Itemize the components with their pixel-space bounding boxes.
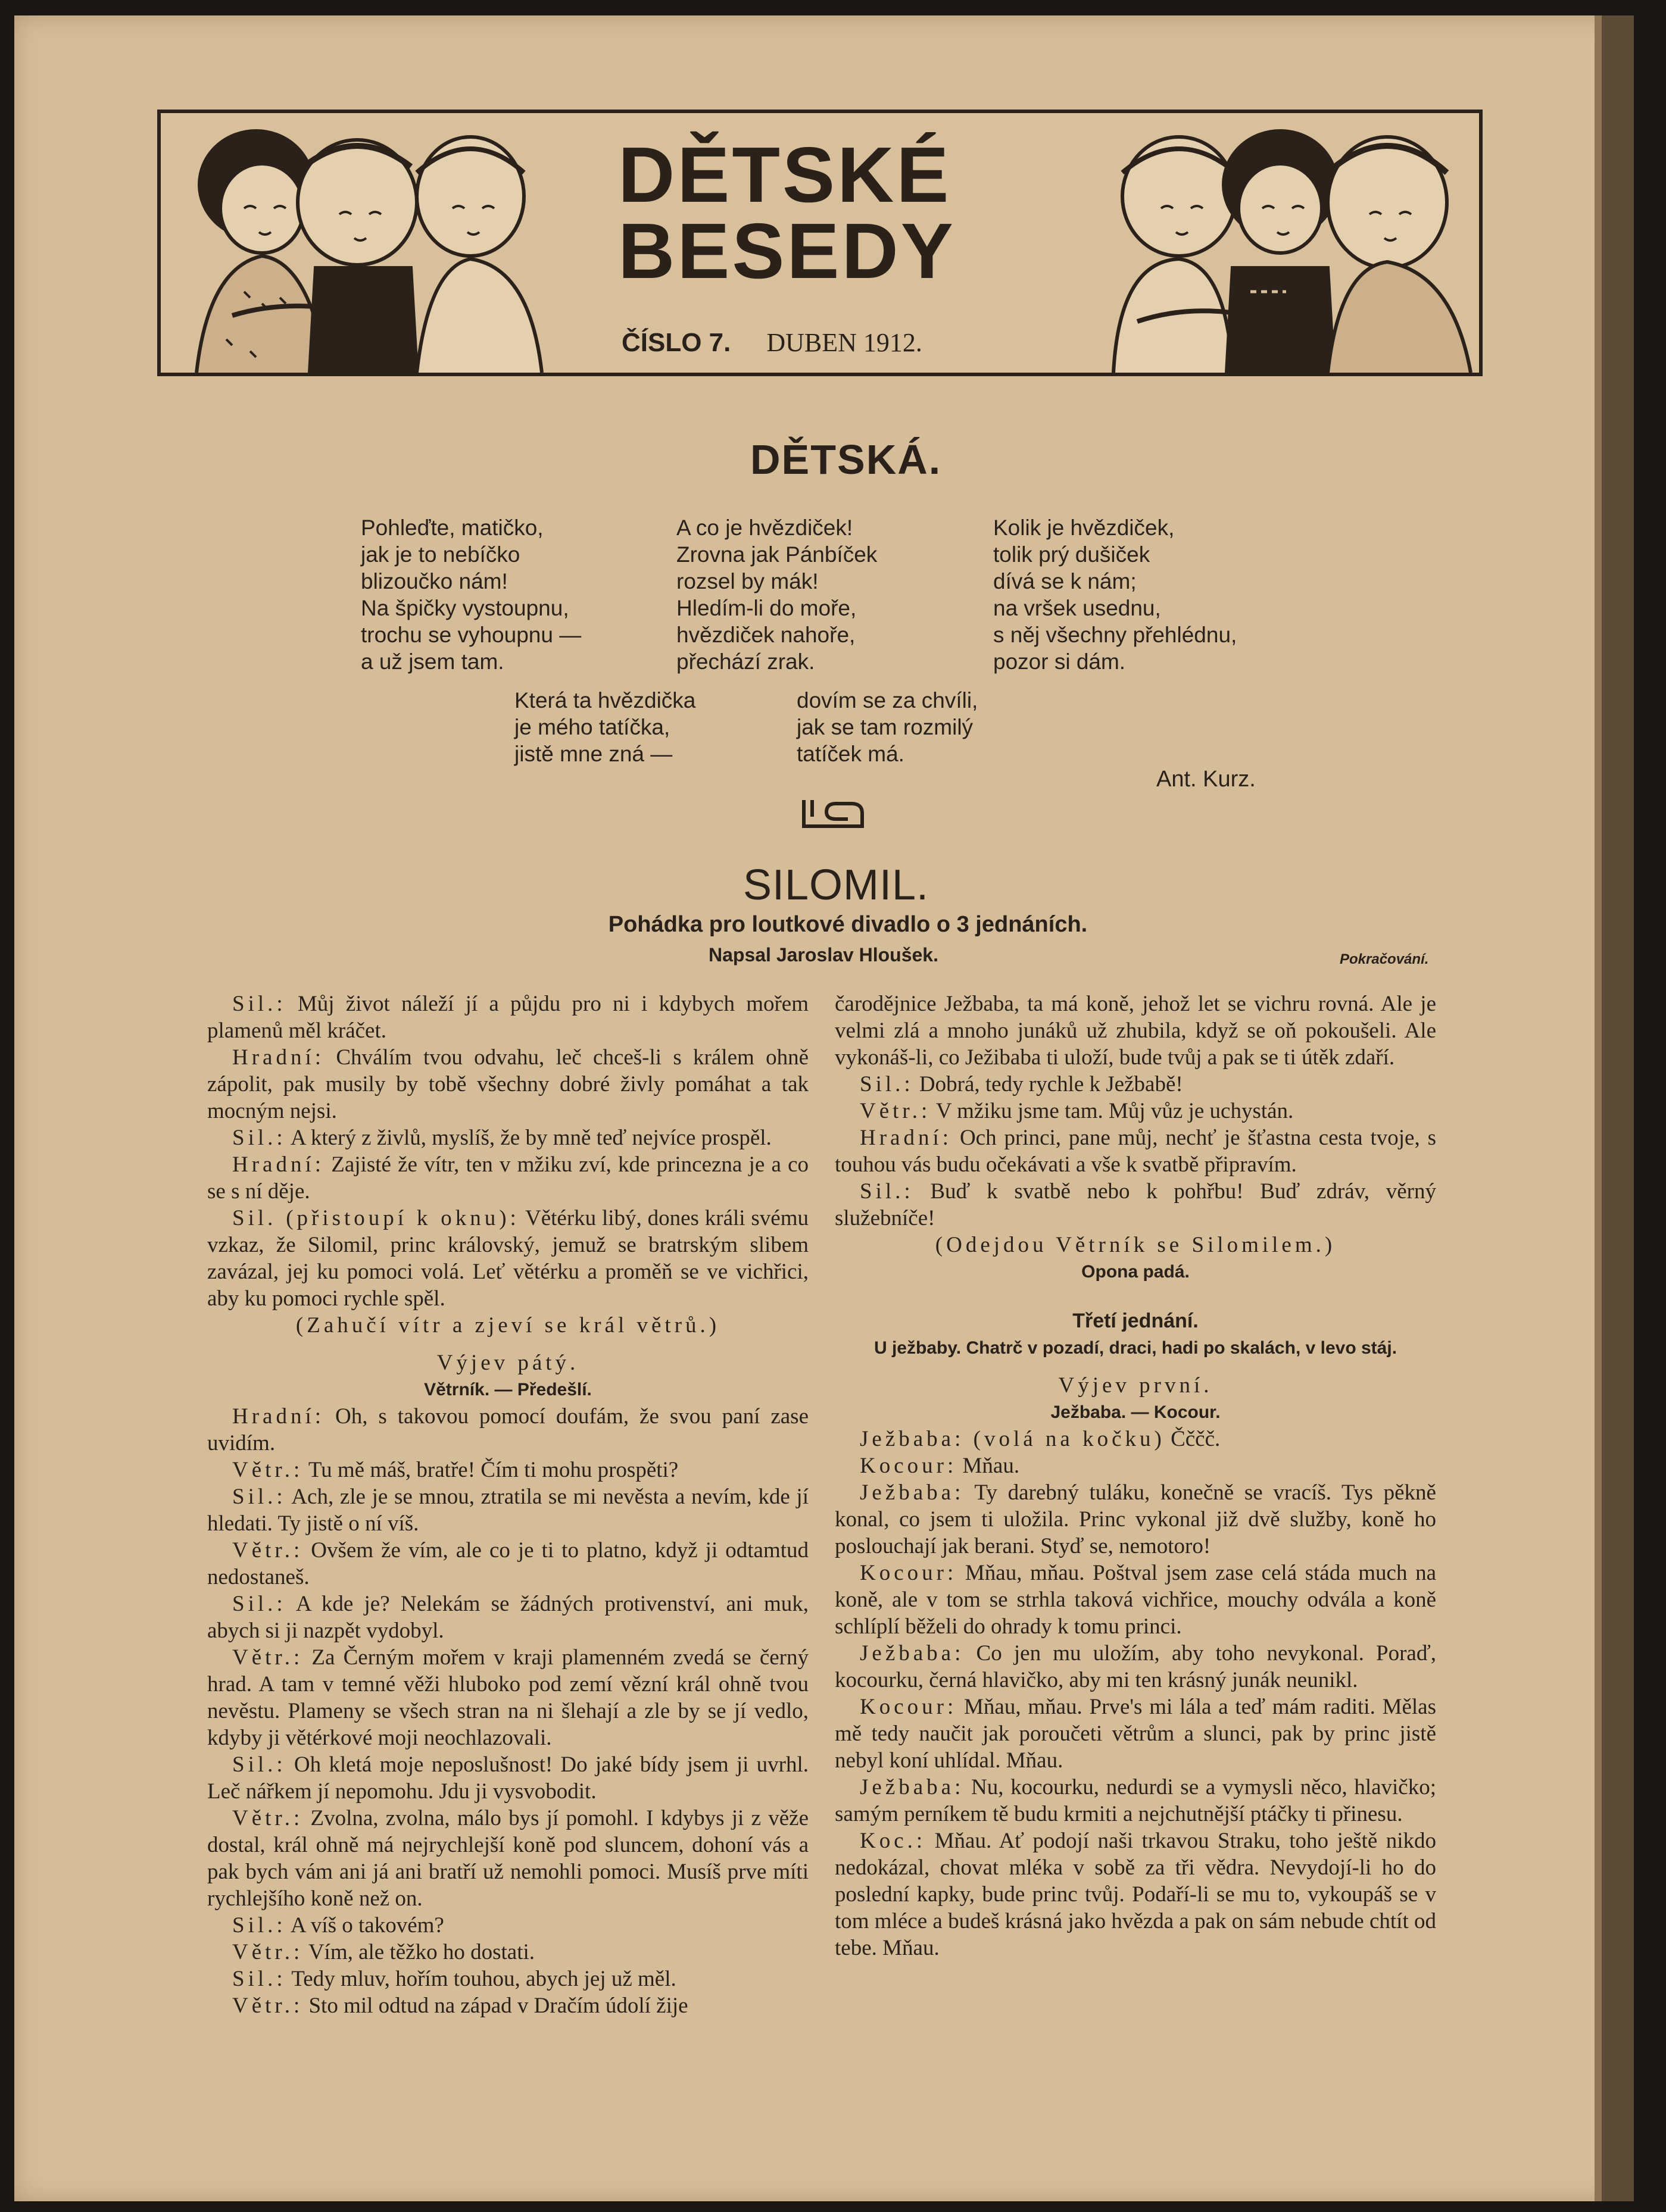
- page: [14, 15, 1634, 2201]
- dialogue-text: A který z živlů, myslíš, že by mně teď nejvíce prospěl.: [290, 1126, 772, 1150]
- dialogue-text: Mňau. Ať podojí naši trkavou Straku, toho ještě nikdo nedokázal, chovat mléka v sobě za tři vědra. Nevydojí-li ho do poslední kapky, bude princ tvůj. Podaří-li se mu to, vykoupáš se v tom mléce a budeš krásná jako hvězda a pak on sám nebude chtít od tebe. Mňau.: [835, 1829, 1436, 1960]
- dialogue-text: Nu, kocourku, nedurdi se a vymysli něco, hlavičko; samým perníkem tě budu krmiti a nejchutnější ptáčky ti přinesu.: [835, 1775, 1436, 1826]
- dialogue-line: [207, 1457, 809, 1483]
- dialogue-line: [835, 1426, 1436, 1452]
- dialogue-text: Tu mě máš, bratře! Čím ti mohu prospěti?: [308, 1458, 679, 1482]
- speaker-name: Ježbaba: (volá na kočku): [860, 1427, 1165, 1451]
- dialogue-line: [835, 1694, 1436, 1774]
- speaker-name: Ježbaba:: [860, 1480, 965, 1505]
- dialogue-line: [835, 1124, 1436, 1178]
- dialogue-text: Mňau, mňau. Prve's mi lála a teď mám raditi. Mělas mě tedy naučit jak poroučeti větrům a slunci, pak by princ jistě nebyl koní uhlídal. Mňau.: [835, 1695, 1437, 1773]
- speaker-name: Sil. (přistoupí k oknu):: [232, 1206, 520, 1230]
- text-column-left: [207, 991, 809, 2019]
- issue-date: DUBEN 1912.: [766, 328, 922, 357]
- speaker-name: Větr.:: [232, 1645, 304, 1670]
- poem-author: Ant. Kurz.: [1156, 767, 1256, 792]
- dialogue-line: [207, 1939, 809, 1966]
- dialogue-text: Ovšem že vím, ale co je ti to platno, když ji odtamtud nedostaneš.: [207, 1538, 809, 1589]
- speaker-name: Hradní:: [232, 1404, 325, 1429]
- dialogue-text: Oh kletá moje neposlušnost! Do jaké bídy jsem ji uvrhl. Leč nářkem jí nepomohu. Jdu ji vysvobodit.: [207, 1752, 809, 1804]
- speaker-name: Větr.:: [232, 1538, 304, 1563]
- ornament-icon: [800, 795, 866, 831]
- play-subtitle: Pohádka pro loutkové divadlo o 3 jednáních.: [608, 912, 1088, 937]
- speaker-name: Ježbaba:: [860, 1775, 965, 1799]
- dialogue-text: Buď k svatbě nebo k pohřbu! Buď zdráv, věrný služebníče!: [835, 1179, 1437, 1230]
- dialogue-line: [835, 1640, 1436, 1694]
- scene-cast: Větrník. — Předešlí.: [424, 1380, 592, 1399]
- stage-note: Opona padá.: [1081, 1262, 1190, 1282]
- speaker-name: Hradní:: [232, 1045, 325, 1070]
- speaker-name: Hradní:: [860, 1126, 953, 1150]
- dialogue-line: [835, 1452, 1436, 1479]
- dialogue-text: Co jen mu uložím, aby toho nevykonal. Poraď, kocourku, černá hlavičko, aby mi ten krásný junák neunikl.: [835, 1641, 1436, 1692]
- dialogue-line: [835, 1178, 1436, 1232]
- speaker-name: Sil.:: [232, 1967, 286, 1991]
- speaker-name: Kocour:: [860, 1695, 957, 1719]
- dialogue-text: Ty darebný tuláku, konečně se vracíš. Tys pěkně konal, co jsem ti uložila. Princ vykonal již dvě služby, koně ho poslouchají jak berani. Styď se, nemotoro!: [835, 1480, 1436, 1558]
- dialogue-text: Ach, zle je se mnou, ztratila se mi nevěsta a nevím, kde jí hledati. Ty jistě o ní víš.: [207, 1485, 809, 1536]
- speaker-name: Větr.:: [232, 1994, 304, 2018]
- speaker-name: Sil.:: [860, 1072, 914, 1096]
- masthead: [157, 110, 1483, 376]
- poem-stanza-1: Pohleďte, matičko, jak je to nebíčko blizoučko nám! Na špičky vystoupnu, trochu se vyhoupnu — a už jsem tam.: [361, 515, 582, 674]
- poem-stanza-2: A co je hvězdiček! Zrovna jak Pánbíček rozsel by mák! Hledím-li do moře, hvězdiček nahoře, přechází zrak.: [676, 515, 878, 674]
- masthead-title-line2: BESEDY: [618, 207, 956, 295]
- speaker-name: Ježbaba:: [860, 1641, 965, 1666]
- speaker-name: Sil.:: [232, 1752, 286, 1777]
- scene-heading: Výjev první.: [1058, 1373, 1213, 1398]
- speaker-name: Větr.:: [232, 1806, 304, 1830]
- dialogue-text: A víš o takovém?: [290, 1913, 444, 1938]
- poem-stanza-5: dovím se za chvíli, jak se tam rozmilý tatíček má.: [797, 688, 978, 766]
- poem-stanza-3: Kolik je hvězdiček, tolik prý dušiček dívá se k nám; na vršek usednu, s něj všechny přehlédnu, pozor si dám.: [993, 515, 1237, 674]
- dialogue-line: [207, 1151, 809, 1205]
- dialogue-line: [835, 1479, 1436, 1560]
- act-setting: U ježbaby. Chatrč v pozadí, draci, hadi po skalách, v levo stáj.: [873, 1338, 1397, 1358]
- speaker-name: Sil.:: [232, 1913, 286, 1938]
- dialogue-text: Za Černým mořem v kraji plamenném zvedá se černý hrad. A tam v temné věži hluboko pod zemí vězní král ohně tvou nevěstu. Plameny se všech stran na ni šlehají a zle by se jí vedlo, kdyby ji větérkové moji neochlazovali.: [207, 1645, 809, 1750]
- dialogue-text: Zvolna, zvolna, málo bys jí pomohl. I kdybys ji z věže dostal, král ohně má nejrychlejší koně pod sluncem, dohoní vás a pak bych vám ani já ani bratří už nemohli pomoci. Musíš prve míti rychlejšího koně než on.: [207, 1806, 809, 1911]
- dialogue-line: [835, 1071, 1436, 1098]
- speaker-name: Sil.:: [232, 1592, 286, 1616]
- masthead-issue-line: [622, 327, 922, 358]
- dialogue-line: [207, 1912, 809, 1939]
- dialogue-text: Sto mil odtud na západ v Dračím údolí žije: [308, 1994, 688, 2018]
- poem-title: DĚTSKÁ.: [750, 436, 942, 483]
- dialogue-line: [207, 1124, 809, 1151]
- speaker-name: Větr.:: [232, 1940, 304, 1964]
- dialogue-line: [207, 1805, 809, 1912]
- issue-number: ČÍSLO 7.: [622, 328, 731, 357]
- stage-direction: (Odejdou Větrník se Silomilem.): [935, 1233, 1336, 1257]
- dialogue-line: [207, 1751, 809, 1805]
- dialogue-text: Mňau.: [962, 1454, 1020, 1478]
- dialogue-line: [207, 1483, 809, 1537]
- dialogue-line: [207, 991, 809, 1044]
- dialogue-line: [835, 1774, 1436, 1827]
- dialogue-text: Můj život náleží jí a půjdu pro ni i kdybych mořem plamenů měl kráčet.: [207, 992, 809, 1043]
- dialogue-line: [835, 1827, 1436, 1961]
- binding-edge: [1602, 15, 1634, 2201]
- scene-cast: Ježbaba. — Kocour.: [1050, 1402, 1221, 1422]
- speaker-name: Sil.:: [860, 1179, 914, 1204]
- page-edge: [1595, 15, 1602, 2201]
- dialogue-text: Mňau, mňau. Poštval jsem zase celá stáda much na koně, ale v tom se strhla taková vichřice, mouchy odvála a koně schlíplí běželi do ohrady k tomu princi.: [835, 1561, 1437, 1639]
- dialogue-text: V mžiku jsme tam. Můj vůz je uchystán.: [935, 1099, 1294, 1123]
- masthead-title: [618, 131, 956, 295]
- play-title: SILOMIL.: [742, 861, 929, 909]
- dialogue-text: Čččč.: [1171, 1427, 1221, 1451]
- dialogue-text: Zajisté že vítr, ten v mžiku zví, kde princezna je a co se s ní děje.: [207, 1152, 809, 1204]
- dialogue-text: čarodějnice Ježbaba, ta má koně, jehož let se vichru rovná. Ale je velmi zlá a mnoho junáků už zhubila, když se oň pokoušeli. Ale vykonáš-li, co Ježibaba ti uloží, bude tvůj a pak se ti útěk zdaří.: [835, 992, 1436, 1070]
- dialogue-text: Vím, ale těžko ho dostati.: [308, 1940, 535, 1964]
- dialogue-line: [835, 1098, 1436, 1124]
- dialogue-line: [207, 1591, 809, 1644]
- dialogue-text: Větérku libý, dones králi svému vzkaz, že Silomil, princ královský, jemuž se bratrským slibem zavázal, jej ku pomoci volá. Leť větérku a proměň se ve vichřici, aby ku pomoci rychle spěl.: [207, 1206, 809, 1311]
- dialogue-line: [207, 1205, 809, 1312]
- text-column-right: [835, 991, 1436, 1961]
- continued-note: Pokračování.: [1340, 951, 1429, 967]
- dialogue-line: [207, 1992, 809, 2019]
- dialogue-text: Oh, s takovou pomocí doufám, že svou paní zase uvidím.: [207, 1404, 809, 1455]
- dialogue-text: Tedy mluv, hořím touhou, abych jej už měl.: [291, 1967, 676, 1991]
- dialogue-line: [835, 1560, 1436, 1640]
- play-author: Napsal Jaroslav Hloušek.: [709, 944, 938, 966]
- dialogue-line: [207, 1966, 809, 1992]
- act-heading: Třetí jednání.: [1072, 1310, 1199, 1332]
- speaker-name: Koc.:: [860, 1829, 926, 1853]
- poem-stanza-4: Která ta hvězdička je mého tatíčka, jistě mne zná —: [514, 688, 696, 766]
- dialogue-line: [207, 1044, 809, 1124]
- masthead-title-line1: DĚTSKÉ: [618, 131, 951, 218]
- speaker-name: Větr.:: [232, 1458, 304, 1482]
- speaker-name: Sil.:: [232, 992, 286, 1016]
- speaker-name: Hradní:: [232, 1152, 325, 1177]
- stage-direction: (Zahučí vítr a zjeví se král větrů.): [295, 1313, 720, 1338]
- dialogue-line: [207, 1537, 809, 1591]
- speaker-name: Větr.:: [860, 1099, 931, 1123]
- dialogue-text: Chválím tvou odvahu, leč chceš-li s králem ohně zápolit, pak musily by tobě všechny dobré živly pomáhat a tak mocným nejsi.: [207, 1045, 809, 1123]
- dialogue-line: [835, 991, 1436, 1071]
- dialogue-line: [207, 1403, 809, 1457]
- speaker-name: Sil.:: [232, 1485, 286, 1509]
- speaker-name: Sil.:: [232, 1126, 286, 1150]
- speaker-name: Kocour:: [860, 1454, 957, 1478]
- dialogue-text: Och princi, pane můj, nechť je šťastna cesta tvoje, s touhou vás budu očekávati a vše k svatbě připravím.: [835, 1126, 1437, 1177]
- dialogue-text: Dobrá, tedy rychle k Ježbabě!: [919, 1072, 1183, 1096]
- speaker-name: Kocour:: [860, 1561, 957, 1585]
- scene-heading: Výjev pátý.: [436, 1351, 579, 1375]
- dialogue-line: [207, 1644, 809, 1751]
- dialogue-text: A kde je? Nelekám se žádných protivenství, ani muk, abych si ji nazpět vydobyl.: [207, 1592, 809, 1643]
